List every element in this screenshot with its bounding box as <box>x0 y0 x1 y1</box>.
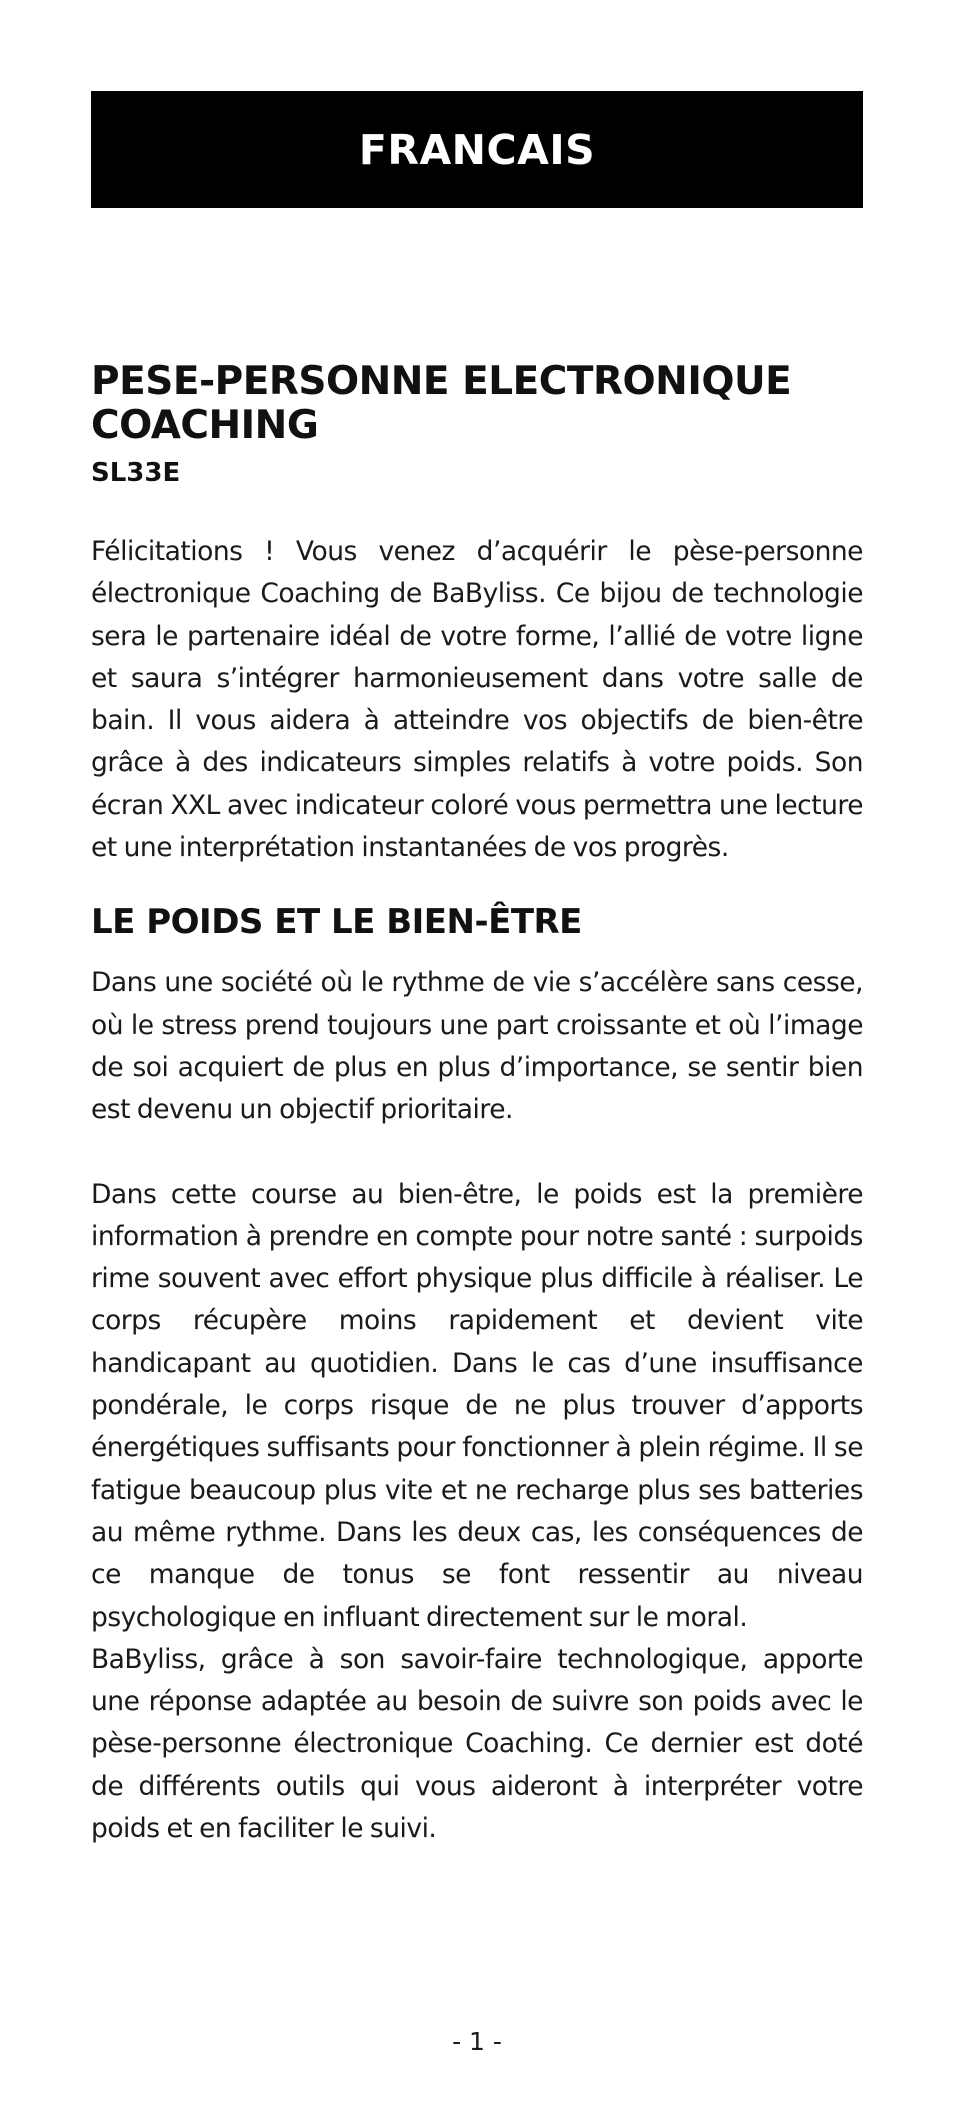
section-title: LE POIDS ET LE BIEN-ÊTRE <box>91 902 582 943</box>
model-number: SL33E <box>91 458 181 488</box>
manual-page <box>91 91 863 1850</box>
language-banner <box>91 91 863 208</box>
language-label: FRANCAIS <box>358 125 596 174</box>
intro-paragraph: Félicitations ! Vous venez d’acquérir le pèse-personne électronique Coaching de BaByliss. Ce bijou de technologie sera le partenaire idéal de votre forme, l’allié de votre ligne et saura s’intégrer harmonieusement dans votre salle de bain. Il vous aidera à atteindre vos objectifs de bien-être grâce à des indicateurs simples relatifs à votre poids. Son écran XXL avec indicateur coloré vous permettra une lecture et une interprétation instantanées de vos progrès. <box>91 536 863 864</box>
product-title: PESE-PERSONNE ELECTRONIQUE COACHING <box>91 359 792 448</box>
section-paragraph-3: BaByliss, grâce à son savoir-faire technologique, apporte une réponse adaptée au besoin de suivre son poids avec le pèse-personne électronique Coaching. Ce dernier est doté de différents outils qui vous aideront à interpréter votre poids et en faciliter le suivi. <box>91 1643 863 1845</box>
section-paragraph-2: Dans cette course au bien-être, le poids est la première information à prendre en compte pour notre santé : surpoids rime souvent avec effort physique plus difficile à réaliser. Le corps récupère moins rapidement et devient vite handicapant au quotidien. Dans le cas d’une insuffisance pondérale, le corps risque de ne plus trouver d’apports énergétiques suffisants pour fonctionner à plein régime. Il se fatigue beaucoup plus vite et ne recharge plus ses batteries au même rythme. Dans les deux cas, les conséquences de ce manque de tonus se font ressentir au niveau psychologique en influant directement sur le moral. <box>91 1178 863 1633</box>
section-paragraph-1: Dans une société où le rythme de vie s’accélère sans cesse, où le stress prend toujours une part croissante et où l’image de soi acquiert de plus en plus d’importance, se sentir bien est devenu un objectif prioritaire. <box>91 967 863 1126</box>
page-number: - 1 - <box>452 2027 502 2056</box>
